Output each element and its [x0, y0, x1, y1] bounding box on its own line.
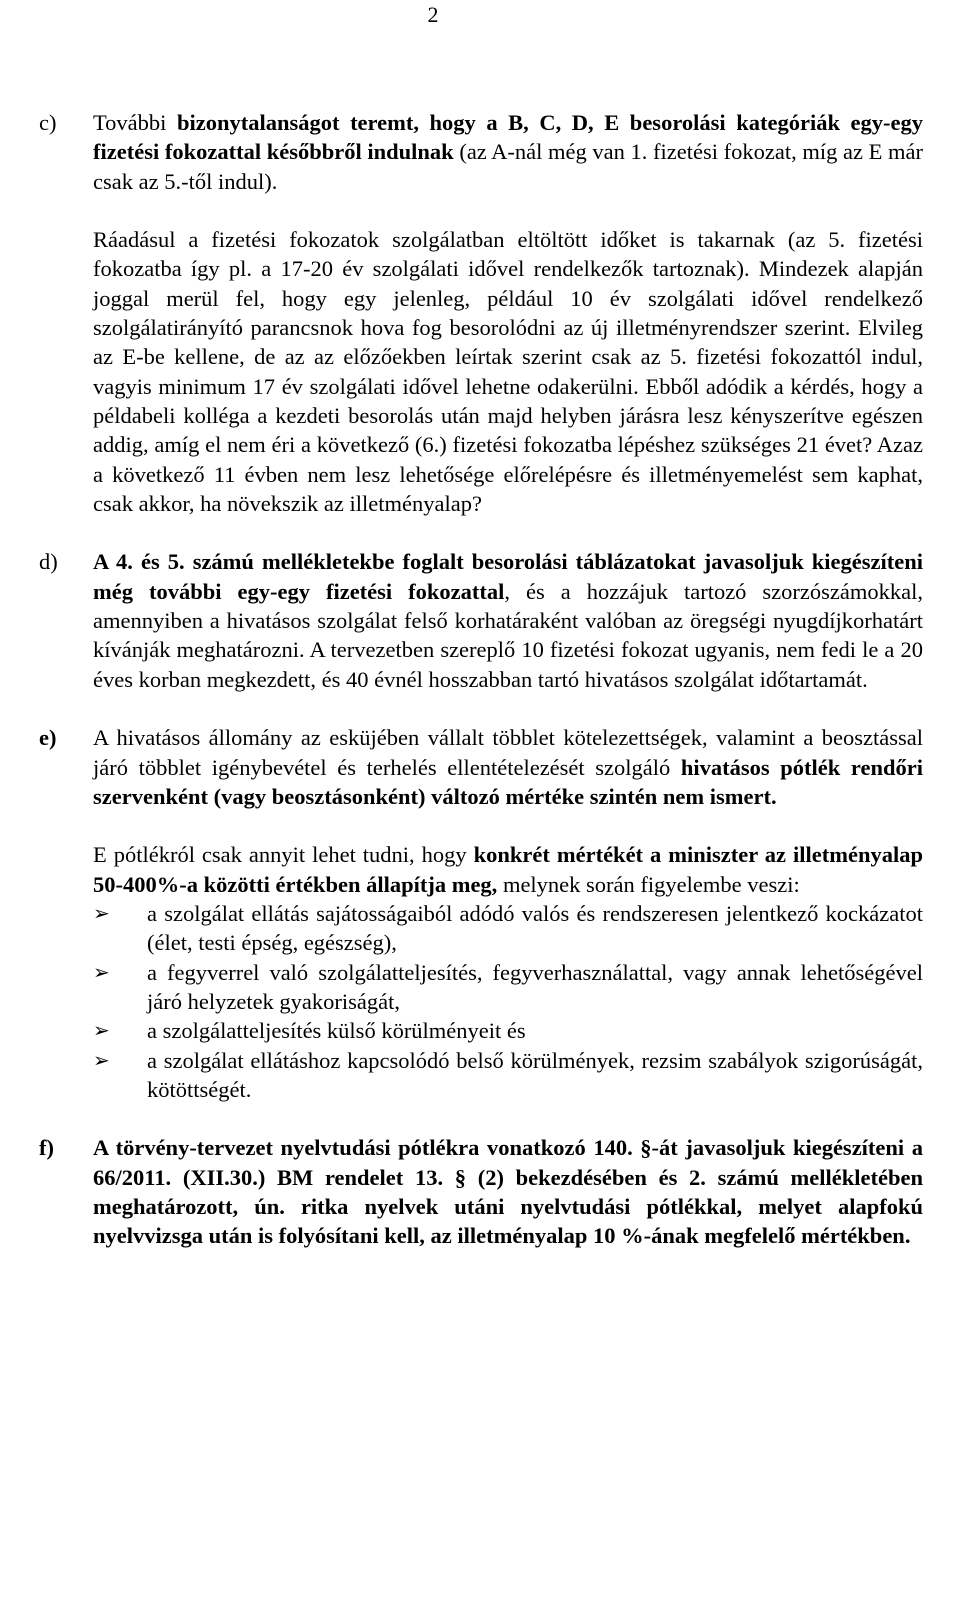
emphasis-text: A 4. és 5. számú mellékletekbe foglalt besorolási táblázatokat javasoljuk kiegészíteni még további egy-egy fizetési fokozattal	[93, 549, 923, 604]
section-e-body	[93, 723, 923, 1104]
section-f-body	[93, 1133, 923, 1250]
emphasis-text: hivatásos pótlék rendőri szervenként (vagy beosztásonként) változó mértéke szintén nem ismert.	[93, 754, 923, 809]
section-e-paragraph-1	[93, 723, 923, 811]
criteria-list	[93, 899, 923, 1104]
section-c	[39, 108, 923, 518]
document-body	[39, 108, 923, 1251]
section-d-body	[93, 547, 923, 693]
section-d	[39, 547, 923, 693]
section-c-paragraph-2	[93, 225, 923, 518]
section-f-marker	[39, 1133, 93, 1162]
text-run: További	[93, 110, 177, 135]
section-f-marker-text: f)	[39, 1135, 54, 1161]
section-d-paragraph-1	[93, 547, 923, 693]
text-run: A hivatásos állomány az esküjében vállalt többlet kötelezettségek, valamint a beosztással járó többlet igénybevétel és terhelés ellentételezését szolgáló	[93, 725, 923, 780]
list-item-text: a szolgálat ellátás sajátosságaiból adódó valós és rendszeresen jelentkező kockázatot (élet, testi épség, egészség),	[147, 901, 923, 956]
emphasis-text: bizonytalanságot teremt, hogy a B, C, D, E besorolási kategóriák egy-egy fizetési fokozattal későbbről indulnak	[93, 110, 923, 165]
text-run: (az A-nál még van 1. fizetési fokozat, míg az E már csak az 5.-től indul).	[93, 139, 923, 194]
emphasis-text: A törvény-tervezet nyelvtudási pótlékra vonatkozó 140. §-át javasoljuk kiegészíteni a 66/2011. (XII.30.) BM rendelet 13. § (2) bekezdésében és 2. számú mellékletében meghatározott, ún. ritka nyelvek utáni nyelvtudási pótlékkal, melyet alapfokú nyelvvizsga után is folyósítani kell, az illetményalap 10 %-ának megfelelő mértékben.	[93, 1135, 923, 1249]
arrow-bullet-icon: ➢	[93, 1047, 110, 1072]
page-number: 2	[427, 2, 439, 27]
list-item-text: a szolgálat ellátáshoz kapcsolódó belső körülmények, rezsim szabályok szigorúságát, kötöttségét.	[147, 1047, 923, 1102]
section-e-paragraph-2	[93, 840, 923, 899]
text-run: Ráadásul a fizetési fokozatok szolgálatban eltöltött időket is takarnak (az 5. fizetési fokozatba így pl. a 17-20 év szolgálati idővel rendelkezők tartoznak). Mindezek alapján joggal merül fel, hogy egy jelenleg, például 10 év szolgálati idővel rendelkező szolgálatirányító parancsnok hova fog besorolódni az új illetményrendszer szerint. Elvileg az E-be kellene, de az az előzőekben leírtak szerint csak az 5. fizetési fokozattól indul, vagyis minimum 17 év szolgálati idővel lehetne odakerülni. Ebből adódik a kérdés, hogy a példabeli kolléga a kezdeti besorolás után majd helyben járásra lesz kényszerítve egészen addig, amíg el nem éri a következő (6.) fizetési fokozatba lépéshez szükséges 21 évet? Azaz a következő 11 évben nem lesz lehetősége előrelépésre és illetményemelést sem kaphat, csak akkor, ha növekszik az illetményalap?	[93, 227, 923, 516]
section-e-marker-text: e)	[39, 725, 57, 751]
arrow-bullet-icon: ➢	[93, 1018, 110, 1043]
emphasis-text: konkrét mértékét a miniszter az illetményalap 50-400%-a közötti értékben állapítja meg,	[93, 842, 923, 897]
arrow-bullet-icon: ➢	[93, 959, 110, 984]
text-run: , és a hozzájuk tartozó szorzószámokkal, amennyiben a hivatásos szolgálat felső korhatáraként valóban az öregségi nyugdíjkorhatárt kívánják meghatározni. A tervezetben szereplő 10 fizetési fokozat ugyanis, nem fedi le a 20 éves korban megkezdett, és 40 évnél hosszabban tartó hivatásos szolgálat időtartamát.	[93, 578, 923, 692]
section-c-body	[93, 108, 923, 518]
text-run: E pótlékról csak annyit lehet tudni, hogy	[93, 842, 474, 868]
section-d-marker: d)	[39, 549, 58, 575]
section-c-paragraph-1	[93, 108, 923, 196]
list-item	[93, 1016, 923, 1045]
list-item	[93, 958, 923, 1017]
list-item	[93, 899, 923, 958]
section-f-paragraph-1	[93, 1133, 923, 1250]
section-c-marker: c)	[39, 110, 57, 135]
arrow-bullet-icon: ➢	[93, 901, 110, 926]
section-e-marker	[39, 723, 93, 752]
list-item-text: a fegyverrel való szolgálatteljesítés, fegyverhasználattal, vagy annak lehetőségével járó helyzetek gyakoriságát,	[147, 959, 923, 1014]
section-e	[39, 723, 923, 1104]
text-run: melynek során figyelembe veszi:	[497, 871, 800, 897]
list-item	[93, 1046, 923, 1105]
list-item-text: a szolgálatteljesítés külső körülményeit és	[147, 1018, 526, 1044]
section-f	[39, 1133, 923, 1250]
